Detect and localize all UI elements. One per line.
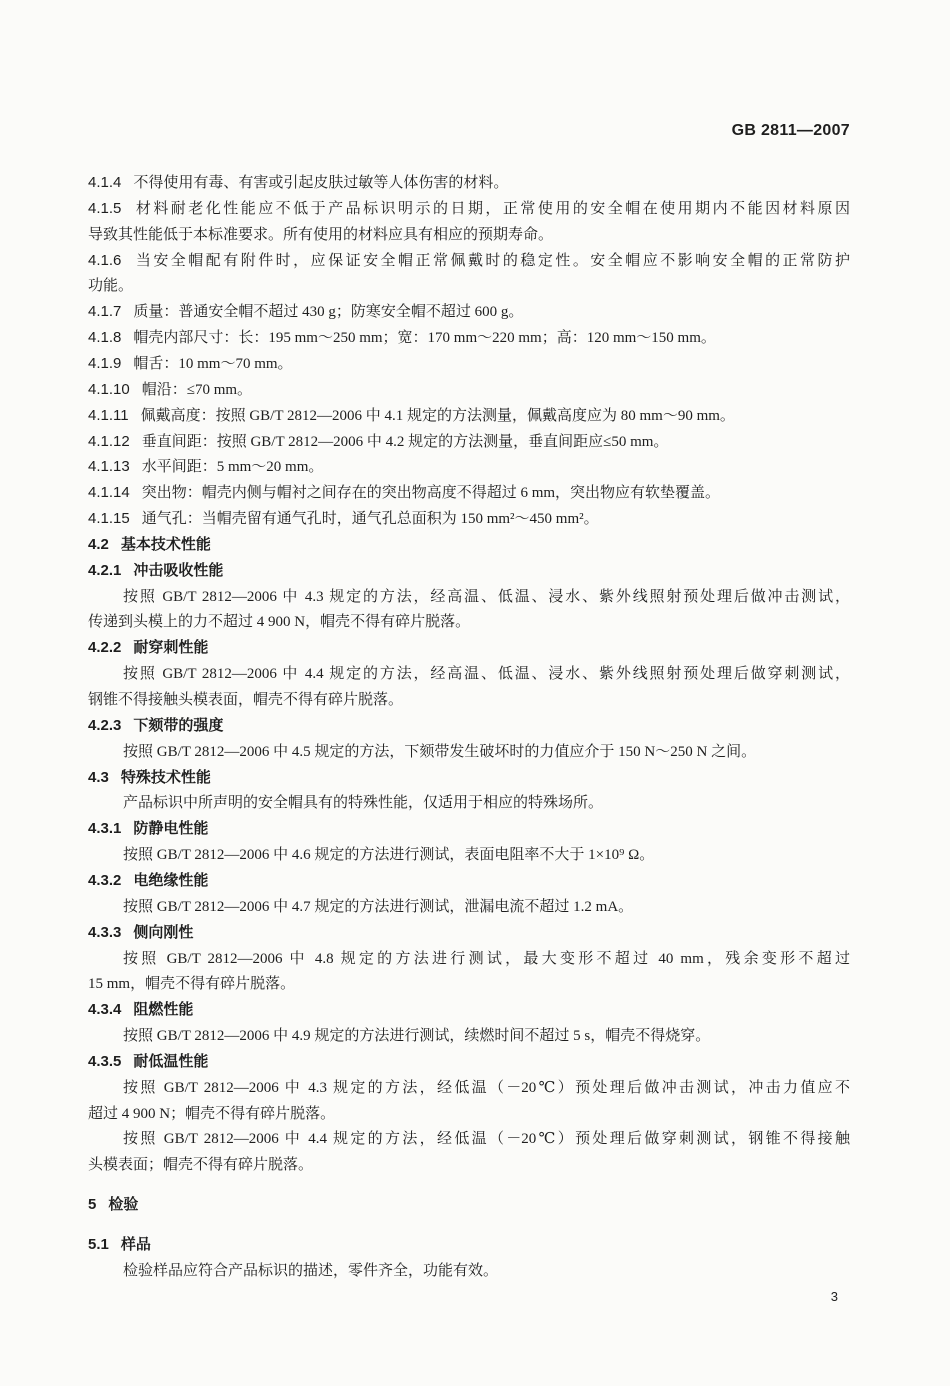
line-text: 帽沿：≤70 mm。 [141,381,253,398]
clause-number: 4.1.6 [88,251,122,269]
line-text: 突出物：帽壳内侧与帽衬之间存在的突出物高度不得超过 6 mm，突出物应有软垫覆盖。 [141,485,721,502]
line-text: 按照 GB/T 2812—2006 中 4.7 规定的方法进行测试，泄漏电流不超过 1.2 mA。 [123,898,634,915]
clause-line [88,457,850,477]
line-text: 帽舌：10 mm～70 mm。 [133,355,293,372]
line-text: 质量：普通安全帽不超过 430 g；防寒安全帽不超过 600 g。 [133,304,524,321]
clause-line [88,380,850,400]
line-text: 基本技术性能 [120,535,211,553]
line-text: 下颏带的强度 [133,716,224,734]
clause-line [88,173,850,193]
text-line [123,949,850,969]
line-text: 钢锥不得接触头模表面，帽壳不得有碎片脱落。 [88,692,404,708]
clause-number: 4.2 [88,535,109,553]
clause-line [88,509,850,529]
text-line [123,664,850,684]
text-line [123,1261,850,1281]
line-text: 按照 GB/T 2812—2006 中 4.6 规定的方法进行测试，表面电阻率不大于 1×10⁹ Ω。 [123,847,655,864]
line-text: 当安全帽配有附件时，应保证安全帽正常佩戴时的稳定性。安全帽应不影响安全帽的正常防护 [133,252,850,269]
line-text: 帽壳内部尺寸：长：195 mm～250 mm；宽：170 mm～220 mm；高：120 mm～150 mm。 [133,330,716,347]
text-line [123,845,850,865]
section-heading [88,561,850,581]
section-heading [88,1195,850,1215]
line-text: 冲击吸收性能 [133,561,224,579]
clause-number: 4.1.9 [88,354,122,372]
clause-number: 4.1.12 [88,432,130,450]
text-line [123,1078,850,1098]
line-text: 产品标识中所声明的安全帽具有的特殊性能，仅适用于相应的特殊场所。 [123,795,604,812]
line-text: 传递到头模上的力不超过 4 900 N，帽壳不得有碎片脱落。 [88,614,471,631]
clause-number: 4.1.13 [88,458,130,476]
section-heading [88,716,850,736]
clause-number: 5 [88,1196,97,1214]
clause-number: 4.3.5 [88,1052,122,1070]
clause-number: 4.3.4 [88,1001,122,1019]
clause-number: 4.1.14 [88,484,130,502]
line-text: 电绝缘性能 [133,871,209,889]
section-heading [88,768,850,788]
line-text: 检验样品应符合产品标识的描述，零件齐全，功能有效。 [123,1262,499,1279]
clause-line [88,199,850,219]
line-text: 导致其性能低于本标准要求。所有使用的材料应具有相应的预期寿命。 [88,226,554,243]
line-text: 水平间距：5 mm～20 mm。 [141,459,324,476]
clause-number: 4.1.15 [88,510,130,528]
clause-number: 4.3.2 [88,871,122,889]
section-heading [88,1000,850,1020]
text-line [88,276,850,296]
clause-line [88,432,850,452]
line-text: 耐穿刺性能 [133,639,209,657]
line-text: 按照 GB/T 2812—2006 中 4.8 规定的方法进行测试，最大变形不超过 40 mm，残余变形不超过 [123,950,850,967]
line-text: 不得使用有毒、有害或引起皮肤过敏等人体伤害的材料。 [133,175,509,191]
clause-line [88,302,850,322]
section-heading [88,923,850,943]
text-line [88,1155,850,1175]
clause-number: 4.2.1 [88,561,122,579]
clause-number: 4.2.2 [88,639,122,657]
page-number: 3 [830,1289,838,1304]
section-heading [88,819,850,839]
line-text: 样品 [120,1236,151,1253]
section-heading [88,871,850,891]
text-line [123,1129,850,1149]
line-text: 通气孔：当帽壳留有通气孔时，通气孔总面积为 150 mm²～450 mm²。 [141,511,599,528]
text-line [88,974,850,994]
section-heading [88,1235,850,1255]
clause-number: 4.1.4 [88,174,122,191]
clause-number: 4.1.11 [88,406,129,424]
text-line [88,612,850,632]
section-heading [88,1052,850,1072]
line-text: 15 mm，帽壳不得有碎片脱落。 [88,976,296,993]
line-text: 按照 GB/T 2812—2006 中 4.5 规定的方法，下颏带发生破坏时的力值应介于 150 N～250 N 之间。 [123,743,757,760]
standard-number-header: GB 2811—2007 [731,122,850,139]
text-line [123,793,850,813]
line-text: 佩戴高度：按照 GB/T 2812—2006 中 4.1 规定的方法测量，佩戴高度应为 80 mm～90 mm。 [140,407,735,424]
line-text: 检验 [108,1196,139,1214]
line-text: 阻燃性能 [133,1001,194,1019]
clause-number: 4.1.5 [88,199,122,217]
text-line [123,587,850,607]
clause-number: 5.1 [88,1236,109,1253]
text-line [123,1026,850,1046]
clause-number: 4.1.8 [88,329,122,347]
line-text: 耐低温性能 [133,1052,209,1070]
line-text: 功能。 [88,278,134,295]
line-text: 防静电性能 [133,820,209,838]
line-text: 特殊技术性能 [120,768,211,786]
clause-line [88,406,850,426]
line-text: 按照 GB/T 2812—2006 中 4.4 规定的方法，经低温（－20℃）预处理后做穿刺测试，钢锥不得接触 [123,1131,850,1148]
section-heading [88,535,850,555]
line-text: 垂直间距：按照 GB/T 2812—2006 中 4.2 规定的方法测量，垂直间距应≤50 mm。 [141,433,669,450]
clause-number: 4.3.1 [88,820,122,838]
line-text: 超过 4 900 N；帽壳不得有碎片脱落。 [88,1105,336,1122]
line-text: 头模表面；帽壳不得有碎片脱落。 [88,1157,314,1174]
line-text: 按照 GB/T 2812—2006 中 4.3 规定的方法，经低温（－20℃）预处理后做冲击测试，冲击力值应不 [123,1079,850,1096]
text-line [88,1104,850,1124]
clause-line [88,328,850,348]
text-line [123,897,850,917]
line-text: 材料耐老化性能应不低于产品标识明示的日期，正常使用的安全帽在使用期内不能因材料原因 [133,200,850,217]
clause-line [88,354,850,374]
text-line [123,742,850,762]
line-text: 按照 GB/T 2812—2006 中 4.9 规定的方法进行测试，续燃时间不超过 5 s，帽壳不得烧穿。 [123,1028,711,1045]
clause-line [88,251,850,271]
clause-number: 4.1.10 [88,380,130,398]
text-line [88,225,850,245]
clause-number: 4.3 [88,768,109,786]
line-text: 侧向刚性 [133,923,194,941]
clause-number: 4.1.7 [88,303,122,321]
text-line [88,690,850,710]
line-text: 按照 GB/T 2812—2006 中 4.4 规定的方法，经高温、低温、浸水、紫外线照射预处理后做穿刺测试， [123,666,850,683]
clause-number: 4.3.3 [88,923,122,941]
clause-line [88,483,850,503]
line-text: 按照 GB/T 2812—2006 中 4.3 规定的方法，经高温、低温、浸水、紫外线照射预处理后做冲击测试， [123,588,850,605]
section-heading [88,638,850,658]
clause-number: 4.2.3 [88,716,122,734]
